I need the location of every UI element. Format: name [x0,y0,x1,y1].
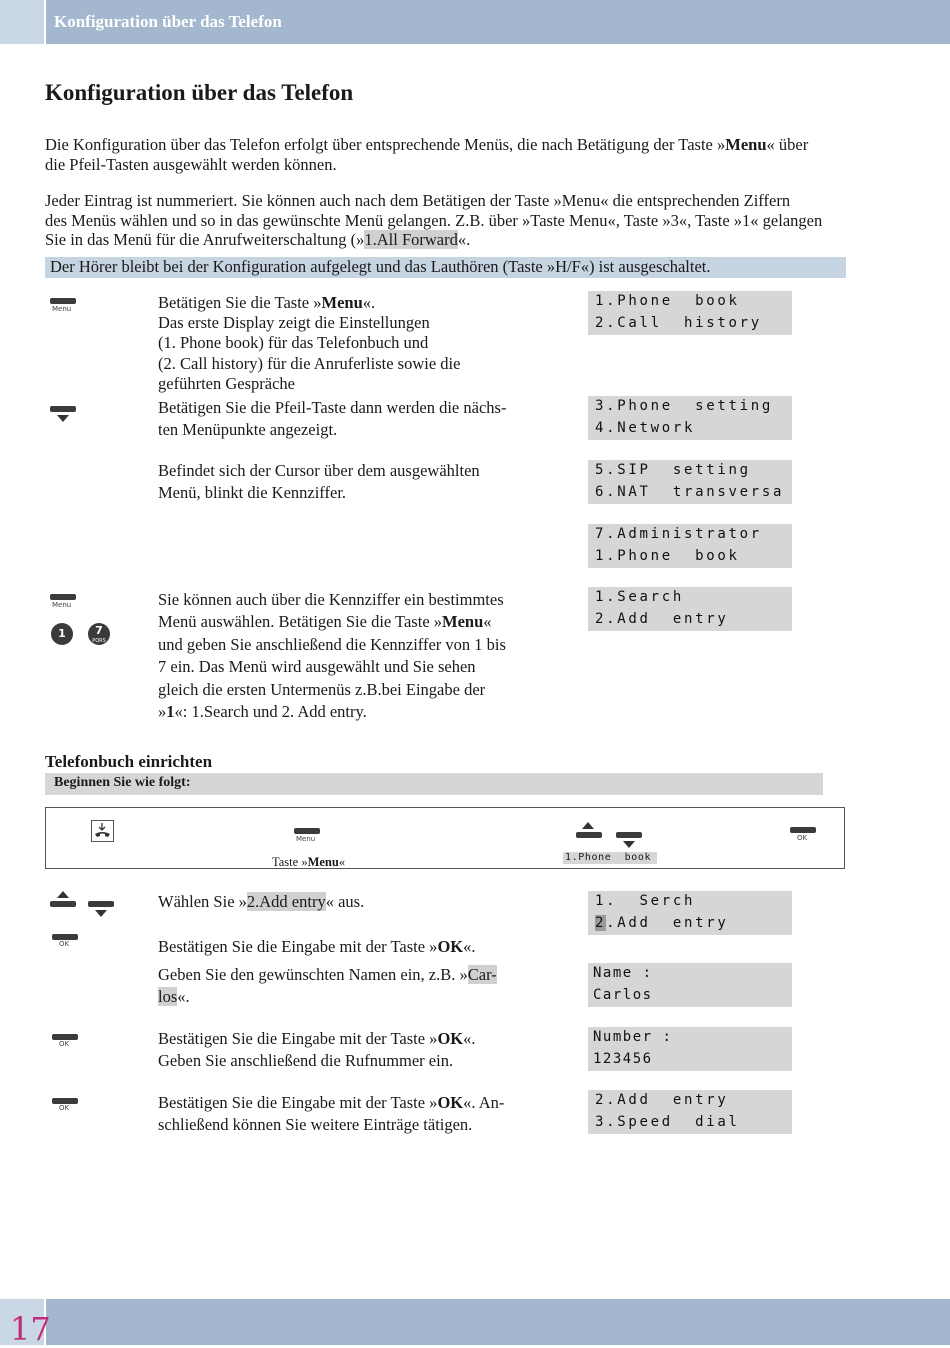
arrow-up-key-icon [576,832,602,838]
step-1-text: Betätigen Sie die Taste »Menu«. Das erste Display zeigt die Einstellungen (1. Phone book) für das Telefonbuch und (2. Call history) für die Anruferliste sowie die geführten Gespräche [158,293,461,393]
arrow-down-icon [57,415,69,422]
lcd-display: 2.Add entry 3.Speed dial [588,1090,792,1134]
page-number: 17 [10,1310,51,1348]
step-c-text: Geben Sie den gewünschten Namen ein, z.B. »Car- los«. [158,965,497,1006]
handset-onhook-icon [91,820,114,842]
lcd-display: Name : Carlos [588,963,792,1007]
arrow-up-icon [57,891,69,898]
lcd-display: Number : 123456 [588,1027,792,1071]
ok-key-label: OK [59,940,70,948]
lcd-display: 3.Phone setting 4.Network [588,396,792,440]
sequence-box [45,807,845,869]
lcd-display: 1. Serch 2.Add entry [588,891,792,935]
note-text: Der Hörer bleibt bei der Konfiguration aufgelegt und das Lauthören (Taste »H/F«) ist ausgeschaltet. [50,257,711,276]
arrow-down-key-icon [616,832,642,838]
footer-bar [46,1299,950,1345]
cursor-digit: 2 [595,915,607,931]
step-b-text: Bestätigen Sie die Eingabe mit der Taste »OK«. [158,937,476,956]
begin-bar [45,773,823,795]
box-caption: Taste »Menu« [272,855,346,869]
header-bar [46,0,950,44]
step-e-text: Bestätigen Sie die Eingabe mit der Taste »OK«. An- schließend können Sie weitere Einträge tätigen. [158,1093,505,1134]
mini-display: 1.Phone book [563,852,657,864]
section-title: Telefonbuch einrichten [45,752,213,771]
arrow-down-key-icon [50,406,76,412]
step-2-text: Betätigen Sie die Pfeil-Taste dann werden die nächs- ten Menüpunkte angezeigt. [158,398,507,439]
menu-key-icon [294,828,320,834]
menu-key-icon [50,298,76,304]
menu-key-label: Menu [52,305,72,313]
step-d-text: Bestätigen Sie die Eingabe mit der Taste »OK«. Geben Sie anschließend die Rufnummer ein. [158,1029,476,1070]
menu-key-icon [50,594,76,600]
ok-key-icon [790,827,816,833]
menu-key-label: Menu [52,601,72,609]
lcd-display: 5.SIP setting 6.NAT transversa [588,460,792,504]
lcd-display: 1.Phone book 2.Call history [588,291,792,335]
menu-key-label: Menu [296,835,316,843]
ok-key-label: OK [59,1104,70,1112]
header-accent [0,0,44,44]
digit-7-key-icon: 7 PQRS [88,623,110,645]
intro-paragraph-2: Jeder Eintrag ist nummeriert. Sie können auch nach dem Betätigen der Taste »Menu« die entsprechenden Ziffern des Menüs wählen und so in das gewünschte Menü gelangen. Z.B. über »Taste Menu«, Taste »3«, Taste »1« gelangen Sie in das Menü für die Anrufweiterschaltung (»1.All Forward«. [45,191,823,249]
arrow-up-icon [582,822,594,829]
arrow-down-icon [623,841,635,848]
ok-key-label: OK [59,1040,70,1048]
step-3-text: Befindet sich der Cursor über dem ausgewählten Menü, blinkt die Kennziffer. [158,461,480,502]
lcd-display: 7.Administrator 1.Phone book [588,524,792,568]
ok-key-label: OK [797,834,808,842]
step-4-text: Sie können auch über die Kennziffer ein bestimmtes Menü auswählen. Betätigen Sie die Taste »Menu« und geben Sie anschließend die Kennziffer von 1 bis 7 ein. Das Menü wird ausgewählt und Sie sehen gleich die ersten Untermenüs z.B.bei Eingabe der »1«: 1.Search und 2. Add entry. [158,590,506,722]
digit-1-key-icon: 1 [51,623,73,645]
note-bar [45,257,846,278]
arrow-up-key-icon [50,901,76,907]
header-title: Konfiguration über das Telefon [54,12,282,31]
intro-paragraph-1: Die Konfiguration über das Telefon erfolgt über entsprechende Menüs, die nach Betätigung der Taste »Menu« über die Pfeil-Tasten ausgewählt werden können. [45,135,809,174]
step-a-text: Wählen Sie »2.Add entry« aus. [158,892,365,911]
page-title: Konfiguration über das Telefon [45,80,354,105]
arrow-down-icon [95,910,107,917]
lcd-display: 1.Search 2.Add entry [588,587,792,631]
begin-text: Beginnen Sie wie folgt: [54,775,191,790]
arrow-down-key-icon [88,901,114,907]
